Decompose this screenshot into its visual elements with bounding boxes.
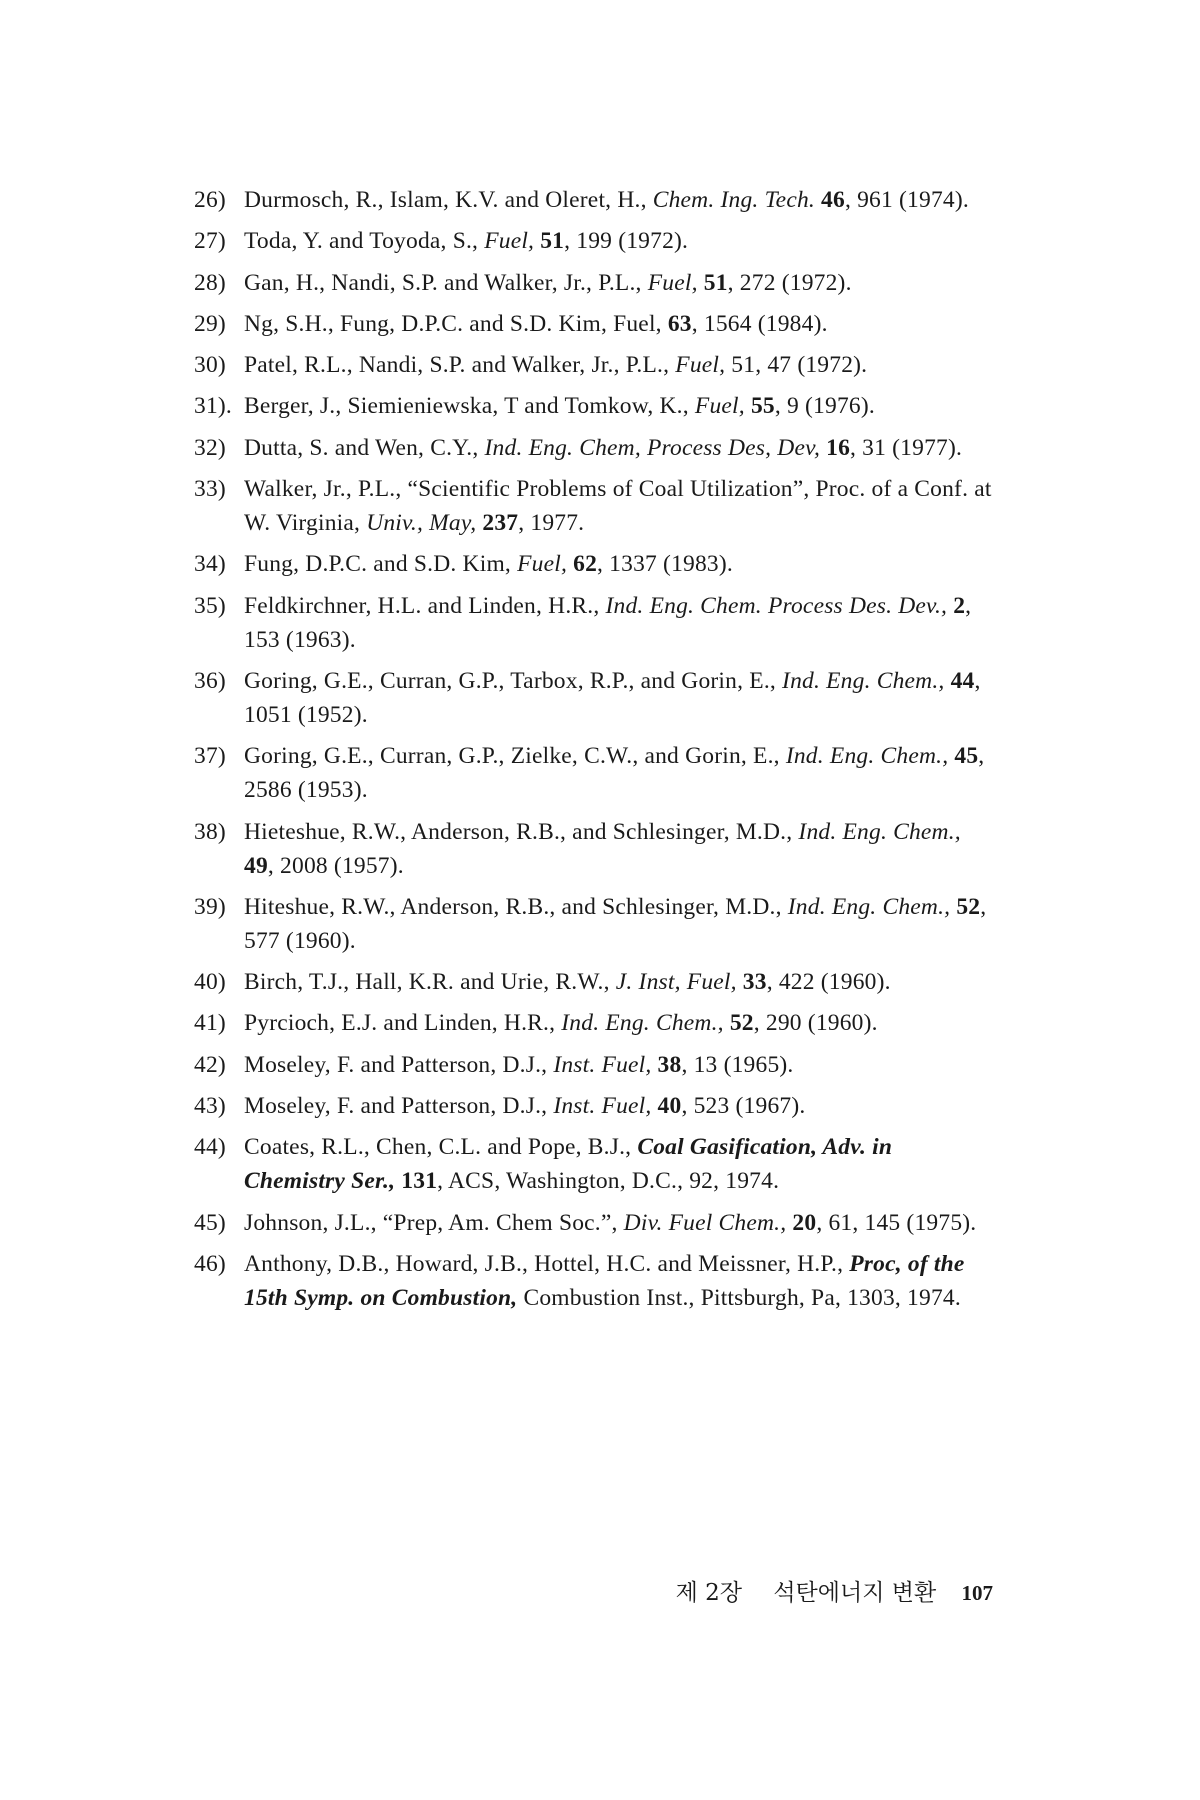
reference-text-run: Pyrcioch, E.J. and Linden, H.R., xyxy=(244,1010,562,1037)
reference-text xyxy=(244,431,994,465)
reference-text-run: Ng, S.H., Fung, D.P.C. and S.D. Kim, Fuel, xyxy=(244,310,668,337)
footer-chapter-title: 석탄에너지 변환 xyxy=(773,1580,937,1606)
reference-text xyxy=(244,1048,994,1082)
reference-text-run: Moseley, F. and Patterson, D.J., xyxy=(244,1093,554,1120)
reference-text-run: 20 xyxy=(792,1209,817,1236)
reference-item xyxy=(194,664,994,732)
reference-text-run: Goring, G.E., Curran, G.P., Tarbox, R.P., and Gorin, E., xyxy=(244,667,783,694)
reference-text-run: , 1977. xyxy=(518,510,585,537)
reference-item xyxy=(194,1089,994,1123)
reference-text-run: 62 xyxy=(573,551,598,578)
reference-text-run: Div. Fuel Chem., xyxy=(623,1209,787,1236)
reference-text-run: Inst. Fuel, xyxy=(553,1051,652,1078)
reference-item xyxy=(194,815,994,883)
reference-text-run: , 961 (1974). xyxy=(844,187,969,213)
reference-text xyxy=(244,224,994,258)
reference-text-run: , 1051 (1952). xyxy=(244,667,981,728)
reference-text-run: 52 xyxy=(729,1010,754,1037)
reference-text-run: Fuel, xyxy=(484,228,535,255)
reference-text xyxy=(244,1089,994,1123)
reference-text-run: Coal Gasification, Adv. in Chemistry Ser., xyxy=(244,1134,893,1195)
reference-text xyxy=(244,965,994,999)
reference-item xyxy=(194,183,994,217)
reference-number: 39) xyxy=(194,893,226,920)
reference-item xyxy=(194,589,994,657)
reference-text-run: Chem. Ing. Tech. xyxy=(652,187,815,213)
reference-text-run: , 523 (1967). xyxy=(681,1093,806,1120)
reference-text xyxy=(244,1206,994,1240)
reference-text-run: 33 xyxy=(742,969,767,996)
reference-text-run: , 2586 (1953). xyxy=(244,743,985,804)
reference-text-run: Toda, Y. and Toyoda, S., xyxy=(244,228,485,255)
reference-text-run: Hieteshue, R.W., Anderson, R.B., and Schlesinger, M.D., xyxy=(244,818,799,845)
reference-text-run: , ACS, Washington, D.C., 92, 1974. xyxy=(437,1168,780,1195)
reference-text-run: 237 xyxy=(482,510,519,537)
footer-chapter: 제 2장 xyxy=(675,1580,743,1606)
reference-text-run: , 1564 (1984). xyxy=(691,310,828,337)
reference-number: 42) xyxy=(194,1051,226,1078)
reference-text-run: , 199 (1972). xyxy=(564,228,689,255)
reference-text xyxy=(244,890,994,958)
reference-text-run: 51 xyxy=(703,269,728,296)
reference-text-run: Ind. Eng. Chem., xyxy=(785,743,949,770)
reference-text-run: Coates, R.L., Chen, C.L. and Pope, B.J., xyxy=(244,1134,638,1161)
reference-number: 35) xyxy=(194,592,226,619)
reference-text-run: Ind. Eng. Chem., xyxy=(787,893,951,920)
reference-text-run: , 9 (1976). xyxy=(774,393,875,420)
reference-text-run: 63 xyxy=(667,310,692,337)
reference-text-run: Ind. Eng. Chem. Process Des. Dev., xyxy=(605,592,948,619)
reference-number: 29) xyxy=(194,310,226,337)
reference-text-run: 51 xyxy=(540,228,565,255)
reference-text xyxy=(244,739,994,807)
reference-text-run: , 577 (1960). xyxy=(244,893,987,954)
reference-text-run: , 290 (1960). xyxy=(753,1010,878,1037)
reference-text-run: 38 xyxy=(657,1051,682,1078)
reference-text-run: Ind. Eng. Chem., xyxy=(782,667,945,694)
reference-number: 41) xyxy=(194,1010,226,1037)
reference-text-run: Hiteshue, R.W., Anderson, R.B., and Schlesinger, M.D., xyxy=(244,893,788,920)
reference-text-run: Birch, T.J., Hall, K.R. and Urie, R.W., xyxy=(244,969,616,996)
reference-text xyxy=(244,389,994,423)
reference-number: 38) xyxy=(194,818,226,845)
reference-text-run: , 422 (1960). xyxy=(766,969,891,996)
reference-text-run: Inst. Fuel, xyxy=(553,1093,652,1120)
page-footer xyxy=(0,1578,993,1608)
reference-text-run: 44 xyxy=(950,667,975,694)
reference-text-run: Fuel, xyxy=(517,551,568,578)
reference-text-run: Fuel, xyxy=(694,393,745,420)
reference-item xyxy=(194,431,994,465)
reference-text-run: 131 xyxy=(401,1168,438,1195)
reference-text xyxy=(244,547,994,581)
reference-text-run: , 1337 (1983). xyxy=(597,551,733,578)
reference-number: 44) xyxy=(194,1134,226,1161)
reference-number: 27) xyxy=(194,228,226,255)
reference-text-run: Anthony, D.B., Howard, J.B., Hottel, H.C. and Meissner, H.P., xyxy=(244,1250,850,1277)
reference-text-run: Ind. Eng. Chem., xyxy=(798,818,961,845)
reference-text-run: Fung, D.P.C. and S.D. Kim, xyxy=(244,551,518,578)
reference-text-run: Walker, Jr., P.L., “Scientific Problems of Coal Utilization”, Proc. of a Conf. at W. Virginia, xyxy=(244,476,992,537)
reference-number: 34) xyxy=(194,551,226,578)
reference-item xyxy=(194,547,994,581)
reference-text-run: Univ., May, xyxy=(366,510,477,537)
reference-number: 43) xyxy=(194,1093,226,1120)
reference-text-run: 49 xyxy=(244,852,268,879)
reference-number: 46) xyxy=(194,1250,226,1277)
reference-text-run: Proc, of the 15th Symp. on Combustion, xyxy=(244,1250,965,1311)
reference-text xyxy=(244,1247,994,1315)
reference-text xyxy=(244,307,994,341)
reference-text-run: Patel, R.L., Nandi, S.P. and Walker, Jr., P.L., xyxy=(244,352,676,379)
reference-text-run: Ind. Eng. Chem., xyxy=(561,1010,724,1037)
reference-item xyxy=(194,1130,994,1198)
reference-number: 28) xyxy=(194,269,226,296)
reference-item xyxy=(194,739,994,807)
reference-text-run: 2 xyxy=(953,592,966,619)
reference-text-run: J. Inst, Fuel, xyxy=(615,969,737,996)
reference-item xyxy=(194,890,994,958)
reference-text xyxy=(244,1006,994,1040)
reference-number: 33) xyxy=(194,476,226,503)
reference-item xyxy=(194,348,994,382)
reference-text-run: , 31 (1977). xyxy=(850,434,963,461)
reference-item xyxy=(194,472,994,540)
reference-text-run: , 2008 (1957). xyxy=(267,852,404,879)
reference-text-run: , 272 (1972). xyxy=(727,269,852,296)
page-number: 107 xyxy=(961,1581,993,1605)
reference-text-run: 45 xyxy=(954,743,979,770)
reference-text xyxy=(244,266,994,300)
reference-text-run: Goring, G.E., Curran, G.P., Zielke, C.W., and Gorin, E., xyxy=(244,743,786,770)
reference-text-run: Durmosch, R., Islam, K.V. and Oleret, H., xyxy=(244,187,653,213)
reference-item xyxy=(194,307,994,341)
reference-text xyxy=(244,348,994,382)
reference-list xyxy=(194,183,994,1322)
reference-text xyxy=(244,1130,994,1198)
reference-text xyxy=(244,183,994,217)
reference-text xyxy=(244,472,994,540)
reference-text xyxy=(244,589,994,657)
reference-number: 30) xyxy=(194,352,226,379)
reference-text-run: 52 xyxy=(956,893,981,920)
reference-text-run: Fuel, xyxy=(647,269,698,296)
reference-text-run: Feldkirchner, H.L. and Linden, H.R., xyxy=(244,592,606,619)
reference-item xyxy=(194,1006,994,1040)
reference-text-run: , 153 (1963). xyxy=(244,592,972,653)
reference-text-run: 55 xyxy=(750,393,775,420)
reference-number: 32) xyxy=(194,434,226,461)
reference-text-run: Ind. Eng. Chem, Process Des, Dev, xyxy=(484,434,821,461)
reference-number: 45) xyxy=(194,1209,226,1236)
reference-number: 36) xyxy=(194,667,226,694)
reference-text-run: Combustion Inst., Pittsburgh, Pa, 1303, 1974. xyxy=(517,1284,961,1311)
reference-text-run: Johnson, J.L., “Prep, Am. Chem Soc.”, xyxy=(244,1209,624,1236)
reference-text-run: Gan, H., Nandi, S.P. and Walker, Jr., P.L., xyxy=(244,269,648,296)
reference-text-run: Berger, J., Siemieniewska, T and Tomkow, K., xyxy=(244,393,695,420)
reference-item xyxy=(194,1048,994,1082)
reference-number: 40) xyxy=(194,969,226,996)
reference-number: 26) xyxy=(194,187,226,213)
reference-number: 37) xyxy=(194,743,226,770)
reference-text-run: Dutta, S. and Wen, C.Y., xyxy=(244,434,485,461)
reference-item xyxy=(194,1206,994,1240)
reference-number: 31). xyxy=(194,393,233,420)
reference-text xyxy=(244,664,994,732)
reference-text-run: , 61, 145 (1975). xyxy=(816,1209,977,1236)
reference-text xyxy=(244,815,994,883)
reference-text-run: Fuel, xyxy=(675,352,726,379)
reference-item xyxy=(194,389,994,423)
reference-text-run: , 13 (1965). xyxy=(681,1051,794,1078)
reference-item xyxy=(194,1247,994,1315)
reference-item xyxy=(194,266,994,300)
reference-text-run: Moseley, F. and Patterson, D.J., xyxy=(244,1051,554,1078)
reference-item xyxy=(194,965,994,999)
reference-item xyxy=(194,224,994,258)
reference-text-run: 51, 47 (1972). xyxy=(725,352,868,379)
reference-text-run: 16 xyxy=(826,434,851,461)
reference-text-run: 46 xyxy=(821,187,845,213)
reference-text-run: 40 xyxy=(657,1093,682,1120)
